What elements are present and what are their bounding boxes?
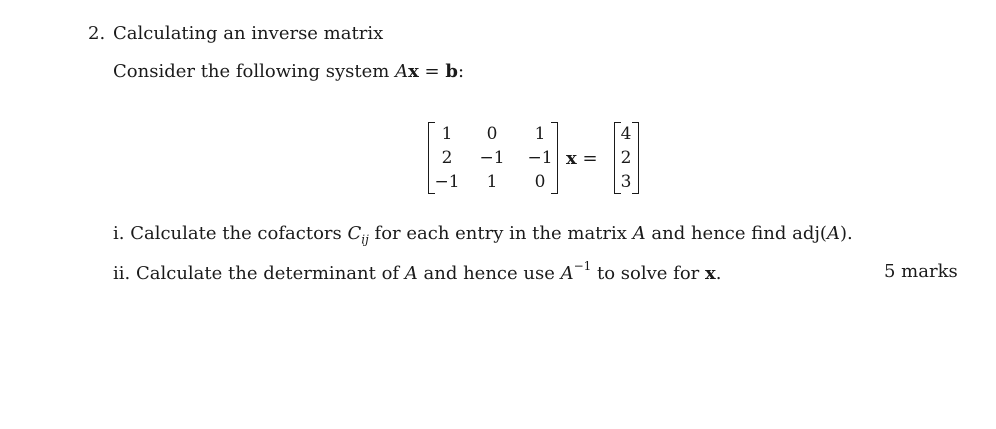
- matrix-cell-r1c2: 0: [486, 124, 498, 144]
- part-ii-text: .: [715, 263, 722, 284]
- part-i: [113, 223, 853, 247]
- matrix-cell-r1c1: 1: [441, 124, 453, 144]
- question-title: Calculating an inverse matrix: [113, 23, 384, 44]
- equals-sign: =: [576, 148, 598, 169]
- part-i-text: for each entry in the matrix: [368, 223, 633, 244]
- cofactor-symbol: C: [347, 223, 362, 244]
- matrix-symbol: A: [826, 223, 840, 244]
- matrix-cell-r2c2: −1: [479, 148, 505, 168]
- matrix-symbol: A: [632, 223, 646, 244]
- inverse-superscript: −1: [573, 259, 592, 273]
- part-i-text: and hence find adj(: [645, 223, 827, 244]
- matrix-cell-r3c2: 1: [486, 172, 498, 192]
- part-ii-text: to solve for: [591, 263, 706, 284]
- intro-colon: :: [457, 61, 465, 82]
- part-ii-label: ii.: [113, 263, 131, 284]
- intro-matrix-symbol: A: [395, 61, 409, 82]
- part-i-text: ).: [839, 223, 853, 244]
- x-vector-symbol: x: [566, 148, 577, 169]
- x-vector-symbol: x: [705, 263, 716, 284]
- part-ii: [113, 261, 721, 284]
- part-i-text: Calculate the cofactors: [124, 223, 348, 244]
- matrix-symbol: A: [404, 263, 418, 284]
- inverse-matrix-symbol: A: [560, 263, 574, 284]
- intro-b-symbol: b: [445, 61, 458, 82]
- intro-text: Consider the following system: [113, 61, 396, 82]
- matrix-cell-r3c1: −1: [434, 172, 460, 192]
- intro-sentence: [113, 61, 464, 82]
- part-i-label: i.: [113, 223, 125, 244]
- intro-equals: =: [418, 61, 446, 82]
- vector-cell-3: 3: [620, 172, 632, 192]
- part-ii-text: and hence use: [417, 263, 561, 284]
- part-ii-text: Calculate the determinant of: [130, 263, 405, 284]
- vector-cell-1: 4: [620, 124, 632, 144]
- matrix-cell-r2c3: −1: [527, 148, 553, 168]
- intro-x-symbol: x: [408, 61, 419, 82]
- marks-label: 5 marks: [884, 261, 958, 282]
- question-number: 2.: [88, 23, 106, 44]
- matrix-cell-r3c3: 0: [534, 172, 546, 192]
- vector-cell-2: 2: [620, 148, 632, 168]
- matrix-cell-r2c1: 2: [441, 148, 453, 168]
- cofactor-subscript: ij: [361, 232, 369, 247]
- matrix-cell-r1c3: 1: [534, 124, 546, 144]
- vector-equals: [566, 148, 598, 169]
